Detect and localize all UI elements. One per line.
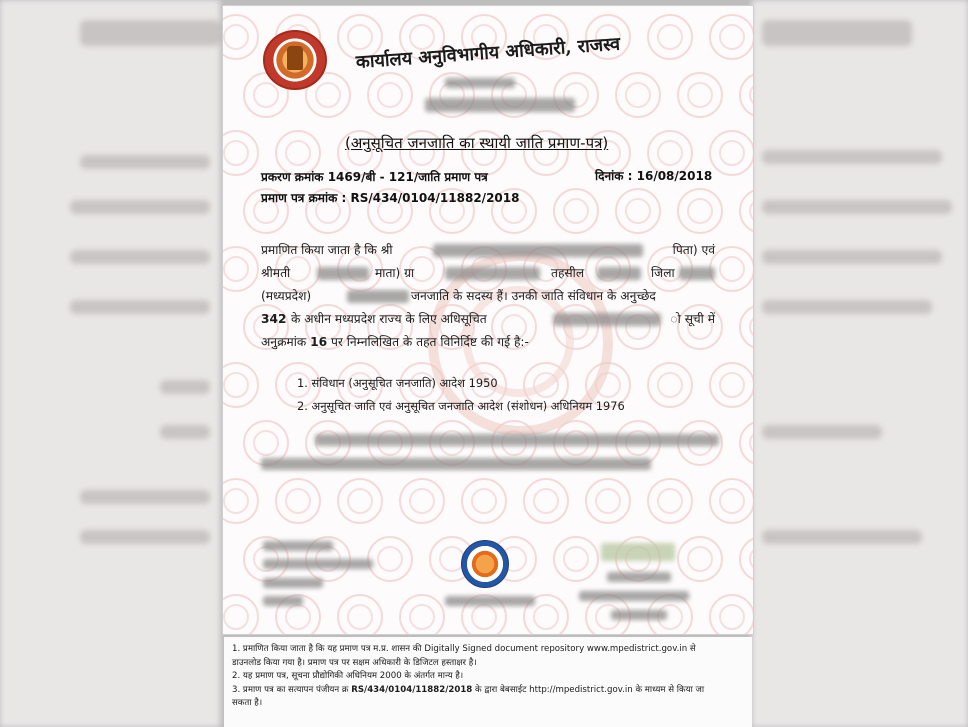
body-text: प्रमाणित किया जाता है कि श्री bbox=[261, 243, 393, 257]
background-left bbox=[0, 0, 220, 727]
verification-number: RS/434/0104/11882/2018 bbox=[351, 684, 473, 695]
list-item: 2. अनुसूचित जाति एवं अनुसूचित जनजाति आदेश (संशोधन) अधिनियम 1976 bbox=[297, 399, 625, 413]
watermark-emblem bbox=[523, 478, 569, 524]
serial-number: 16 bbox=[310, 335, 328, 349]
body-text: श्रीमती bbox=[261, 266, 291, 280]
body-text: (मध्यप्रदेश) bbox=[261, 289, 312, 303]
watermark-emblem bbox=[585, 478, 631, 524]
watermark-emblem bbox=[709, 246, 754, 292]
body-text: पिता) एवं bbox=[672, 243, 715, 257]
watermark-emblem bbox=[615, 188, 661, 234]
watermark-emblem bbox=[367, 536, 413, 582]
redacted-text bbox=[261, 458, 651, 470]
redacted-officer-name bbox=[445, 78, 515, 88]
watermark-emblem bbox=[647, 362, 693, 408]
watermark-emblem bbox=[337, 594, 383, 635]
redacted-signature-block bbox=[263, 596, 303, 606]
watermark-emblem bbox=[739, 304, 754, 350]
office-title: कार्यालय अनुविभागीय अधिकारी, राजस्व bbox=[355, 33, 621, 73]
redacted-signature-block bbox=[263, 578, 323, 588]
watermark-emblem bbox=[399, 478, 445, 524]
digital-signature-mark bbox=[601, 543, 675, 561]
certificate-body bbox=[261, 239, 715, 354]
body-text: अनुक्रमांक bbox=[261, 335, 307, 349]
body-text: तहसील bbox=[551, 266, 585, 280]
redacted-signature-block bbox=[263, 541, 333, 551]
watermark-emblem bbox=[222, 362, 259, 408]
watermark-emblem bbox=[399, 594, 445, 635]
certificate-number: प्रमाण पत्र क्रमांक : RS/434/0104/11882/2018 bbox=[261, 191, 520, 205]
redacted-signer bbox=[611, 610, 667, 620]
watermark-emblem bbox=[222, 130, 259, 176]
mp-govt-emblem bbox=[263, 30, 327, 90]
watermark-emblem bbox=[739, 420, 754, 466]
redacted-signer bbox=[607, 572, 671, 582]
watermark-emblem bbox=[222, 478, 259, 524]
list-item: 1. संविधान (अनुसूचित जनजाति) आदेश 1950 bbox=[297, 376, 498, 390]
footer-note: 2. यह प्रमाण पत्र, सूचना प्रौद्योगिकी अधिनियम 2000 के अंतर्गत मान्य है। bbox=[232, 671, 464, 682]
body-text: ो सूची में bbox=[670, 312, 715, 326]
footer-note: 1. प्रमाणित किया जाता है कि यह प्रमाण पत्र म.प्र. शासन की Digitally Signed document repository www.mpedistrict.gov.in से bbox=[232, 644, 696, 654]
watermark-emblem bbox=[647, 478, 693, 524]
watermark-emblem bbox=[553, 188, 599, 234]
body-text: पर निम्नलिखित के तहत विनिर्दिष्ट की गई है:- bbox=[330, 335, 529, 349]
redacted-signature-block bbox=[263, 559, 373, 569]
issue-date: दिनांक : 16/08/2018 bbox=[595, 169, 713, 183]
watermark-emblem bbox=[709, 14, 754, 60]
watermark-emblem bbox=[739, 188, 754, 234]
watermark-emblem bbox=[677, 536, 723, 582]
body-text: जनजाति के सदस्य हैं। उनकी जाति संविधान के अनुच्छेद bbox=[411, 289, 656, 303]
watermark-emblem bbox=[647, 14, 693, 60]
case-number: प्रकरण क्रमांक 1469/बी - 121/जाति प्रमाण पत्र bbox=[261, 170, 488, 184]
body-text: के अधीन मध्यप्रदेश राज्य के लिए अधिसूचित bbox=[291, 312, 487, 326]
redacted-seal-caption bbox=[445, 596, 535, 606]
official-round-seal bbox=[461, 540, 509, 588]
certificate-footer bbox=[224, 637, 752, 727]
watermark-emblem bbox=[709, 594, 754, 635]
watermark-emblem bbox=[739, 536, 754, 582]
article-number: 342 bbox=[261, 312, 287, 326]
watermark-emblem bbox=[709, 478, 754, 524]
watermark-emblem bbox=[337, 478, 383, 524]
background-right bbox=[752, 0, 968, 727]
watermark-emblem bbox=[709, 362, 754, 408]
order-list bbox=[297, 372, 625, 418]
redacted-signer bbox=[579, 591, 689, 601]
watermark-emblem bbox=[615, 72, 661, 118]
watermark-emblem bbox=[222, 246, 259, 292]
watermark-emblem bbox=[367, 72, 413, 118]
certificate-page bbox=[222, 5, 754, 635]
certificate-heading: (अनुसूचित जनजाति का स्थायी जाति प्रमाण-पत्र) bbox=[345, 134, 609, 152]
body-text: जिला bbox=[651, 266, 675, 280]
footer-note: डाउनलोड किया गया है। प्रमाण पत्र पर सक्षम अधिकारी के डिजिटल हस्ताक्षर है। bbox=[232, 657, 477, 668]
watermark-emblem bbox=[461, 478, 507, 524]
watermark-emblem bbox=[275, 478, 321, 524]
watermark-emblem bbox=[553, 536, 599, 582]
footer-note: 3. प्रमाण पत्र का सत्यापन पंजीयन क्र RS/434/0104/11882/2018 के द्वारा बेबसाईट http://mpedistrict.gov.in के माध्यम से किया जा bbox=[232, 684, 705, 695]
body-text: माता) ग्रा bbox=[375, 266, 415, 280]
watermark-emblem bbox=[677, 72, 723, 118]
redacted-text bbox=[315, 434, 719, 446]
watermark-emblem bbox=[709, 130, 754, 176]
watermark-emblem bbox=[222, 14, 259, 60]
watermark-emblem bbox=[677, 188, 723, 234]
watermark-emblem bbox=[739, 72, 754, 118]
redacted-officer-address bbox=[425, 98, 575, 112]
watermark-emblem bbox=[222, 594, 259, 635]
footer-note: सकता है। bbox=[232, 698, 263, 709]
